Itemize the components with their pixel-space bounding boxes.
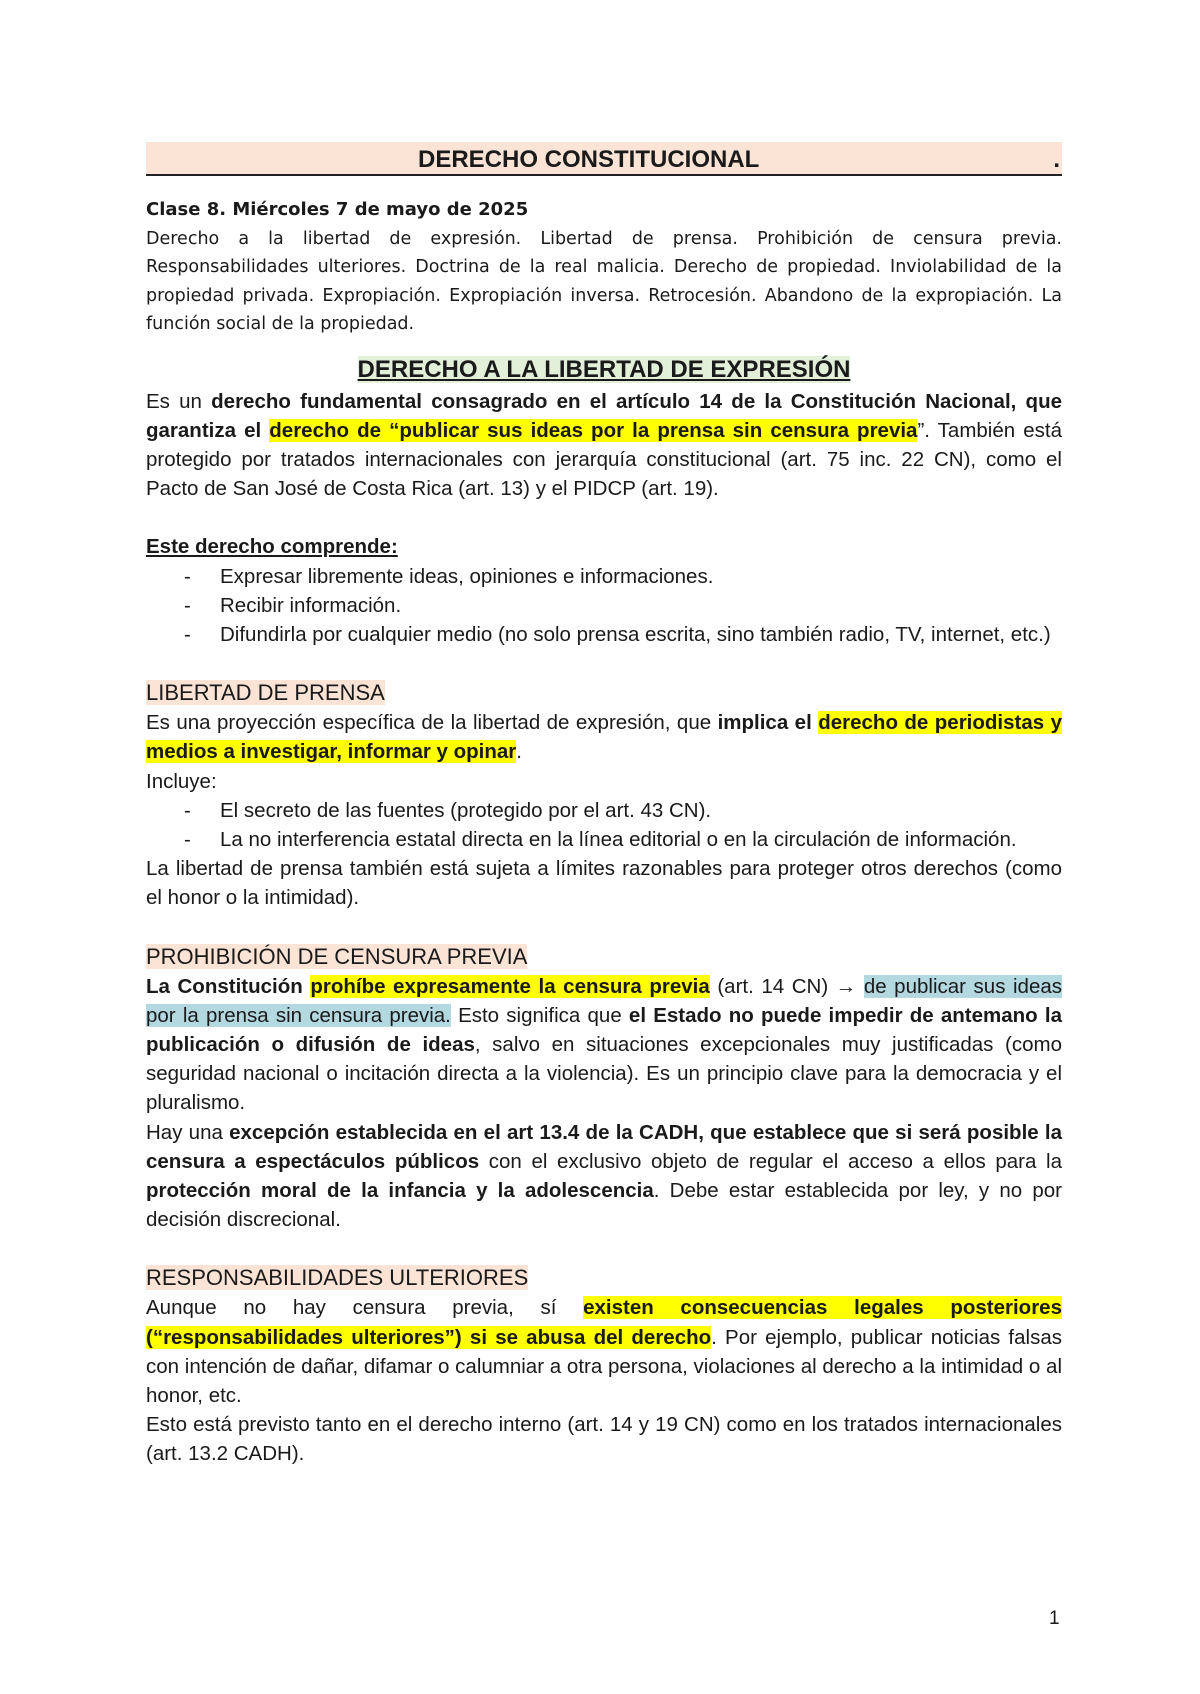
list-item: - Expresar libremente ideas, opiniones e informaciones.	[146, 562, 1062, 591]
paragraph-responsabilidades: Aunque no hay censura previa, sí existen consecuencias legales posteriores (“responsabilidades ulteriores”) si se abusa del derecho. Por ejemplo, publicar noticias falsas con intención de dañar, difamar o calumniar a otra persona, violaciones al derecho a la intimidad o al honor, etc.	[146, 1296, 1062, 1407]
section-title-censura-previa: PROHIBICIÓN DE CENSURA PREVIA	[146, 943, 528, 969]
incluye-label: Incluye:	[146, 769, 217, 793]
section-title-libertad-prensa: LIBERTAD DE PRENSA	[146, 680, 385, 706]
paragraph-libertad-expresion: Es un derecho fundamental consagrado en el artículo 14 de la Constitución Nacional, que garantiza el derecho de “publicar sus ideas por la prensa sin censura previa”. También está protegido por tratados internacionales con jerarquía constitucional (art. 75 inc. 22 CN), como el Pacto de San José de Costa Rica (art. 13) y el PIDCP (art. 19).	[146, 389, 1062, 501]
list-item: - El secreto de las fuentes (protegido por el art. 43 CN).	[146, 796, 1062, 825]
section-title-libertad-expresion: DERECHO A LA LIBERTAD DE EXPRESIÓN	[357, 355, 851, 383]
class-summary	[146, 196, 1062, 339]
document-page	[146, 142, 1062, 1469]
list-comprende	[146, 562, 1062, 650]
list-incluye	[146, 796, 1062, 854]
class-heading: Clase 8. Miércoles 7 de mayo de 2025	[146, 199, 529, 220]
paragraph-libertad-prensa: Es una proyección específica de la libertad de expresión, que implica el derecho de periodistas y medios a investigar, informar y opinar.	[146, 711, 1062, 764]
section-title-responsabilidades: RESPONSABILIDADES ULTERIORES	[146, 1265, 529, 1291]
page-number: 1	[1049, 1608, 1060, 1629]
list-item: - Recibir información.	[146, 591, 1062, 620]
paragraph-excepcion: Hay una excepción establecida en el art 13.4 de la CADH, que establece que si será posible la censura a espectáculos públicos con el exclusivo objeto de regular el acceso a ellos para la protección moral de la infancia y la adolescencia. Debe estar establecida por ley, y no por decisión discrecional.	[146, 1120, 1063, 1232]
class-topics: Derecho a la libertad de expresión. Libertad de prensa. Prohibición de censura previa. Responsabilidades ulteriores. Doctrina de la real malicia. Derecho de propiedad. Inviolabilidad de la propiedad privada. Expropiación. Expropiación inversa. Retrocesión. Abandono de la expropiación. La función social de la propiedad.	[146, 228, 1062, 334]
document-title: DERECHO CONSTITUCIONAL	[418, 146, 760, 173]
paragraph-censura-previa: La Constitución prohíbe expresamente la censura previa (art. 14 CN) → de publicar sus ideas por la prensa sin censura previa. Esto significa que el Estado no puede impedir de antemano la publicación o difusión de ideas, salvo en situaciones excepcionales muy justificadas (como seguridad nacional o incitación directa a la violencia). Es un principio clave para la democracia y el pluralismo.	[146, 974, 1063, 1115]
title-trailing-dot: .	[1053, 146, 1060, 173]
paragraph-previsto: Esto está previsto tanto en el derecho interno (art. 14 y 19 CN) como en los tratados internacionales (art. 13.2 CADH).	[146, 1413, 1062, 1466]
document-title-bar	[146, 142, 1062, 176]
paragraph-limites: La libertad de prensa también está sujeta a límites razonables para proteger otros derechos (como el honor o la intimidad).	[146, 857, 1062, 910]
list-item: - Difundirla por cualquier medio (no solo prensa escrita, sino también radio, TV, internet, etc.)	[146, 620, 1062, 649]
subheading-comprende: Este derecho comprende:	[146, 535, 398, 559]
list-item: - La no interferencia estatal directa en la línea editorial o en la circulación de información.	[146, 825, 1062, 854]
